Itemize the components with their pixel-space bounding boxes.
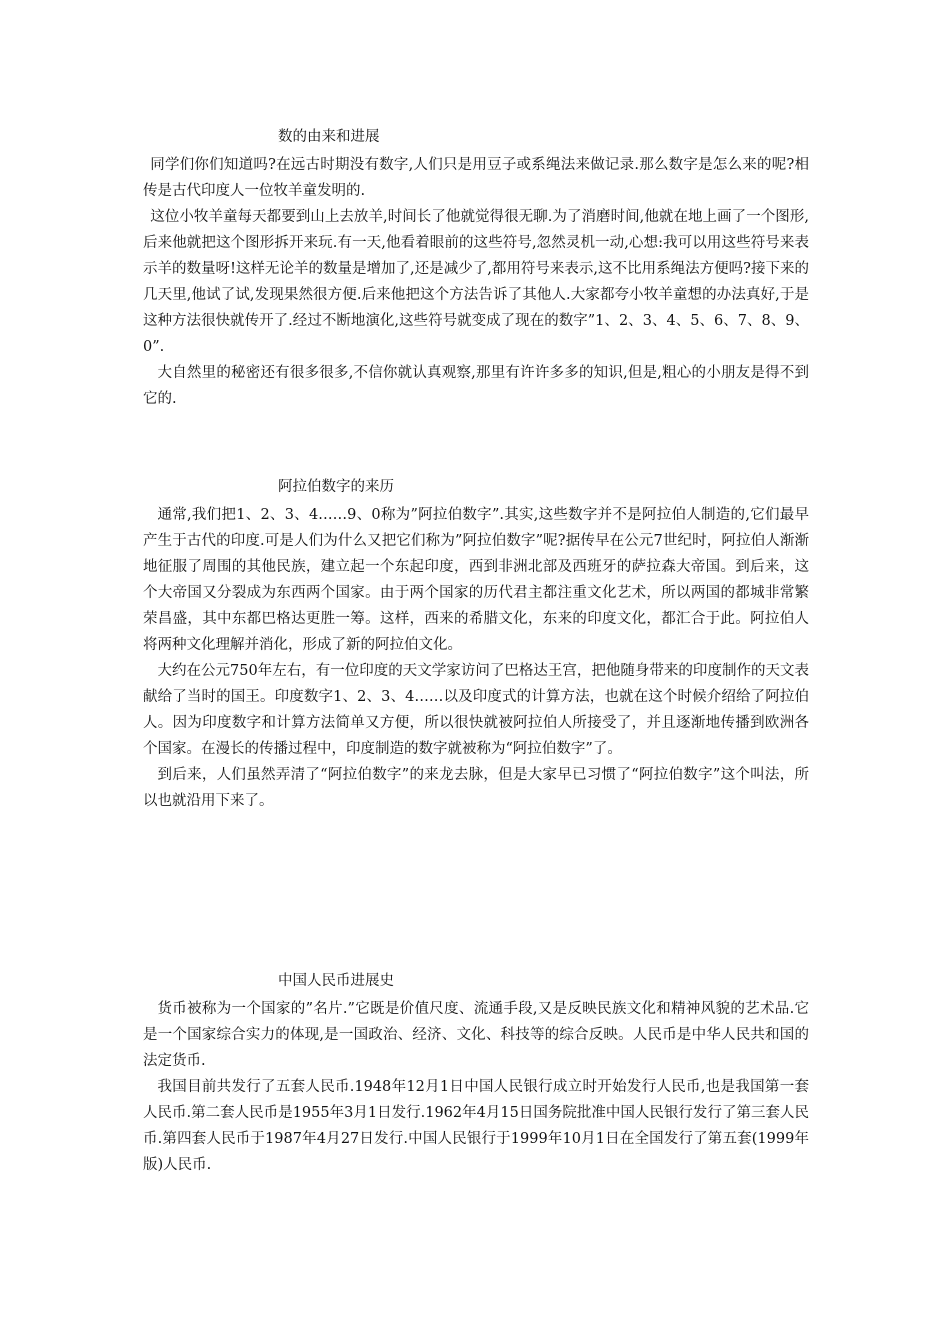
section-title: 数的由来和进展 [278,129,380,145]
paragraph: 货币被称为一个国家的”名片.”它既是价值尺度、流通手段,又是反映民族文化和精神风貌的艺术品.它是一个国家综合实力的体现,是一国政治、经济、文化、科技等的综合反映。人民币是中华人民共和国的法定货币. [143,1001,809,1069]
paragraph: 大自然里的秘密还有很多很多,不信你就认真观察,那里有许许多多的知识,但是,粗心的小朋友是得不到它的. [143,365,809,407]
paragraph: 到后来，人们虽然弄清了“阿拉伯数字”的来龙去脉，但是大家早已习惯了“阿拉伯数字”这个叫法，所以也就沿用下来了。 [143,767,809,809]
section-rmb-history [143,968,809,1178]
section-title: 阿拉伯数字的来历 [278,479,394,495]
paragraph: 同学们你们知道吗?在远古时期没有数字,人们只是用豆子或系绳法来做记录.那么数字是怎么来的呢?相传是古代印度人一位牧羊童发明的. [143,157,809,199]
paragraph: 我国目前共发行了五套人民币.1948年12月1日中国人民银行成立时开始发行人民币,也是我国第一套人民币.第二套人民币是1955年3月1日发行.1962年4月15日国务院批准中国人民银行发行了第三套人民币.第四套人民币于1987年4月27日发行.中国人民银行于1999年10月1日在全国发行了第五套(1999年版)人民币. [143,1079,809,1173]
paragraph: 这位小牧羊童每天都要到山上去放羊,时间长了他就觉得很无聊.为了消磨时间,他就在地上画了一个图形,后来他就把这个图形拆开来玩.有一天,他看着眼前的这些符号,忽然灵机一动,心想:我可以用这些符号来表示羊的数量呀!这样无论羊的数量是增加了,还是减少了,都用符号来表示,这不比用系绳法方便吗?接下来的几天里,他试了试,发现果然很方便.后来他把这个方法告诉了其他人.大家都夸小牧羊童想的办法真好,于是这种方法很快就传开了.经过不断地演化,这些符号就变成了现在的数字”1、2、3、4、5、6、7、8、9、0”. [143,209,809,355]
section-origin-of-numbers [143,124,809,412]
section-title: 中国人民币进展史 [278,973,394,989]
paragraph: 通常,我们把1、2、3、4……9、0称为”阿拉伯数字”.其实,这些数字并不是阿拉伯人制造的,它们最早产生于古代的印度.可是人们为什么又把它们称为”阿拉伯数字”呢?据传早在公元7世纪时，阿拉伯人渐渐地征服了周围的其他民族，建立起一个东起印度，西到非洲北部及西班牙的萨拉森大帝国。到后来，这个大帝国又分裂成为东西两个国家。由于两个国家的历代君主都注重文化艺术，所以两国的都城非常繁荣昌盛，其中东都巴格达更胜一筹。这样，西来的希腊文化，东来的印度文化，都汇合于此。阿拉伯人将两种文化理解并消化，形成了新的阿拉伯文化。 [143,507,809,653]
paragraph: 大约在公元750年左右，有一位印度的天文学家访问了巴格达王宫，把他随身带来的印度制作的天文表献给了当时的国王。印度数字1、2、3、4……以及印度式的计算方法，也就在这个时候介绍给了阿拉伯人。因为印度数字和计算方法简单又方便，所以很快就被阿拉伯人所接受了，并且逐渐地传播到欧洲各个国家。在漫长的传播过程中，印度制造的数字就被称为“阿拉伯数字”了。 [143,663,809,757]
section-arabic-numerals [143,474,809,814]
